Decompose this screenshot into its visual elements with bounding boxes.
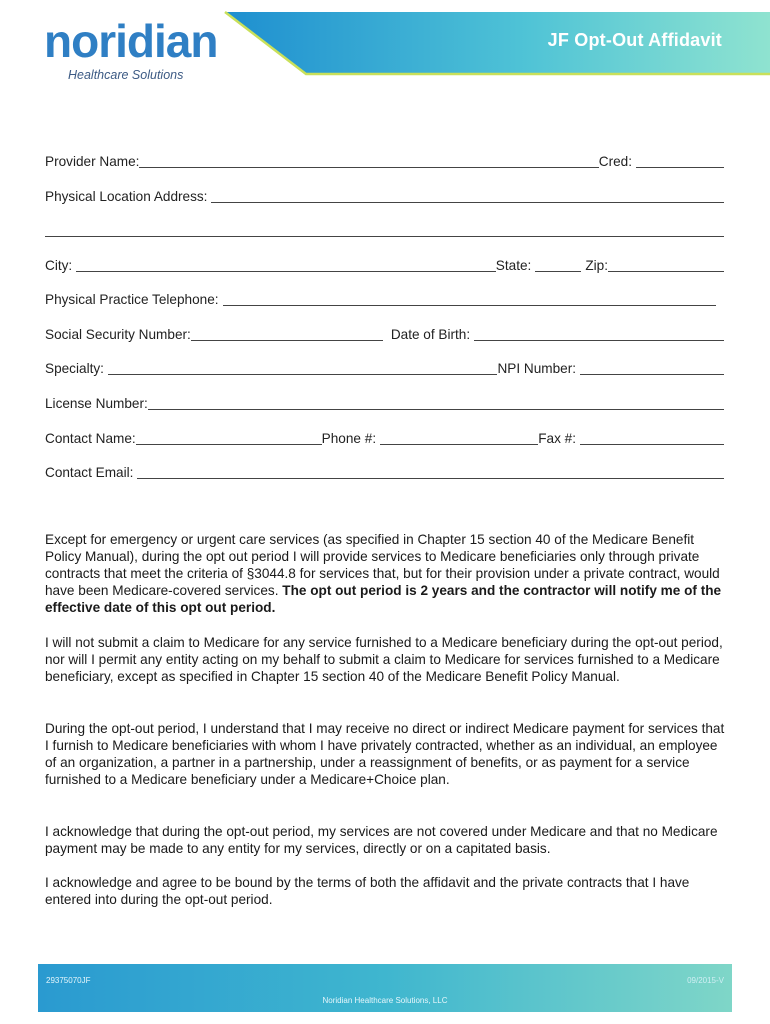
contact-email-field[interactable]	[137, 478, 724, 479]
paragraph-2-text: I will not submit a claim to Medicare for any service furnished to a Medicare beneficiary during the opt-out period, nor will I permit any entity acting on my behalf to submit a claim to Medicare for services furnished to a Medicare beneficiary, except as specified in Chapter 15 section 40 of the Medicare Benefit Policy Manual.	[45, 635, 723, 684]
fax-label: Fax #:	[538, 431, 576, 447]
state-label: State:	[495, 258, 532, 274]
phone-label: Phone #:	[321, 431, 377, 447]
ssn-field[interactable]	[191, 340, 383, 341]
footer-company: Noridian Healthcare Solutions, LLC	[322, 996, 448, 1005]
telephone-label: Physical Practice Telephone:	[45, 292, 219, 308]
physical-location-label: Physical Location Address:	[45, 189, 208, 205]
physical-location-field[interactable]	[211, 202, 724, 203]
row-telephone	[45, 290, 716, 308]
specialty-field[interactable]	[108, 374, 498, 375]
license-field[interactable]	[148, 409, 724, 410]
provider-name-field[interactable]	[139, 167, 598, 168]
phone-field[interactable]	[380, 444, 538, 445]
zip-label: Zip:	[585, 258, 608, 274]
zip-field[interactable]	[608, 271, 724, 272]
specialty-label: Specialty:	[45, 361, 104, 377]
form-code: 29375070JF	[46, 976, 91, 985]
paragraph-5-text: I acknowledge and agree to be bound by the terms of both the affidavit and the private contracts that I have entered into during the opt-out period.	[45, 875, 690, 907]
telephone-field[interactable]	[223, 305, 716, 306]
license-label: License Number:	[45, 396, 148, 412]
contact-email-label: Contact Email:	[45, 465, 134, 481]
paragraph-1-text: Except for emergency or urgent care services (as specified in Chapter 15 section 40 of the Medicare Benefit Policy Manual), during the opt out period I will provide services to Medicare beneficiaries only through private contracts that meet the criteria of §3044.8 for services that, but for their provision under a private contract, would have been Medicare-covered services.	[45, 532, 720, 598]
paragraph-1	[45, 531, 725, 616]
paragraph-5	[45, 874, 725, 908]
row-contact-phone-fax	[45, 429, 724, 447]
row-specialty-npi	[45, 359, 724, 377]
cred-label: Cred:	[598, 154, 632, 170]
footer-bar	[38, 964, 732, 1012]
npi-label: NPI Number:	[497, 361, 576, 377]
row-license	[45, 394, 724, 412]
contact-name-field[interactable]	[136, 444, 322, 445]
form-version: 09/2015-V	[687, 976, 724, 985]
address-continued-field[interactable]	[45, 236, 724, 237]
paragraph-4	[45, 823, 725, 857]
paragraph-4-text: I acknowledge that during the opt-out period, my services are not covered under Medicare and that no Medicare payment may be made to any entity for my services, directly or on a capitated basis.	[45, 824, 718, 856]
paragraph-3-text: During the opt-out period, I understand that I may receive no direct or indirect Medicare payment for services that I furnish to Medicare beneficiaries with whom I have privately contracted, whether as an individual, an employee of an organization, a partner in a partnership, under a reassignment of benefits, or as payment for a service furnished to a Medicare beneficiary under a Medicare+Choice plan.	[45, 721, 725, 787]
dob-label: Date of Birth:	[390, 327, 471, 343]
logo-subtitle: Healthcare Solutions	[68, 68, 184, 82]
row-address-continued	[45, 221, 724, 239]
provider-name-label: Provider Name:	[45, 154, 140, 170]
npi-field[interactable]	[580, 374, 724, 375]
city-label: City:	[45, 258, 73, 274]
fax-field[interactable]	[580, 444, 724, 445]
cred-field[interactable]	[636, 167, 724, 168]
paragraph-2	[45, 634, 725, 685]
ssn-label: Social Security Number:	[45, 327, 191, 343]
paragraph-1-bold: The opt out period is 2 years and the contractor will notify me of the effective date of this opt out period.	[45, 583, 722, 615]
state-field[interactable]	[535, 271, 581, 272]
row-contact-email	[45, 463, 724, 481]
document-title: JF Opt-Out Affidavit	[547, 30, 722, 50]
paragraph-3	[45, 720, 725, 788]
row-city-state-zip	[45, 256, 724, 274]
contact-name-label: Contact Name:	[45, 431, 136, 447]
city-field[interactable]	[76, 271, 496, 272]
noridian-logo: noridian	[44, 15, 218, 67]
dob-field[interactable]	[474, 340, 724, 341]
row-provider-name	[45, 152, 724, 170]
row-physical-location	[45, 187, 724, 205]
row-ssn-dob	[45, 325, 724, 343]
